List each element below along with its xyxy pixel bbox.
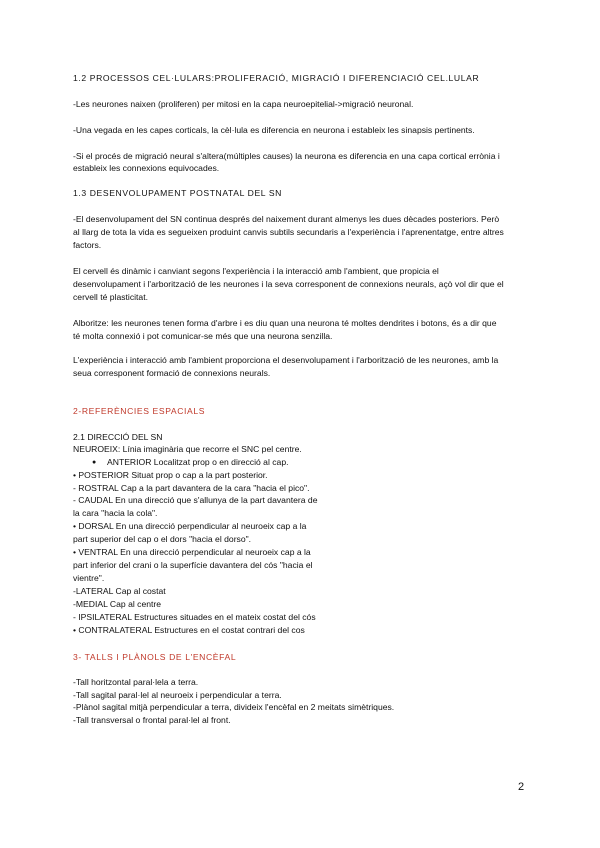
list-item: - CAUDAL En una direcció que s'allunya de la part davantera de [73, 495, 318, 505]
paragraph-line: estableix les connexions equivocades. [73, 163, 220, 173]
paragraph-line: El cervell és dinàmic i canviant segons l'experiència i la interacció amb l'ambient, que propicia el [73, 266, 439, 276]
list-line: NEUROEIX: Línia imaginària que recorre el SNC pel centre. [73, 444, 302, 454]
list-item-continuation: vientre". [73, 573, 105, 583]
paragraph-line: factors. [73, 240, 102, 250]
list-item: • DORSAL En una direcció perpendicular al neuroeix cap a la [73, 521, 307, 531]
section-2-1-heading: 2.1 DIRECCIÓ DEL SN [73, 432, 163, 442]
list-item: - IPSILATERAL Estructures situades en el mateix costat del cós [73, 612, 316, 622]
paragraph-line: té molta connexió i pot comunicar-se més que una neurona senzilla. [73, 331, 333, 341]
list-item-continuation: part inferior del crani o la superfície davantera del cós "hacia el [73, 560, 313, 570]
paragraph-line: desenvolupament i l'arborització de les neurones i la seva corresponent de connexions neurals, açò vol dir que el [73, 279, 504, 289]
list-item: -Plànol sagital mitjà perpendicular a terra, divideix l'encèfal en 2 meitats simètriques. [73, 702, 395, 712]
list-item: • POSTERIOR Situat prop o cap a la part posterior. [73, 470, 268, 480]
list-item: -LATERAL Cap al costat [73, 586, 166, 596]
page-number: 2 [518, 781, 525, 793]
list-item: ANTERIOR Localitzat prop o en direcció al cap. [107, 457, 289, 467]
paragraph-line: -Si el procés de migració neural s'altera(múltiples causes) la neurona es diferencia en una capa cortical errònia i [73, 151, 500, 161]
list-item: - ROSTRAL Cap a la part davantera de la cara "hacia el pico". [73, 483, 310, 493]
section-3-heading: 3- TALLS I PLÀNOLS DE L'ENCÈFAL [73, 652, 237, 662]
list-item: -Tall horitzontal paral·lela a terra. [73, 677, 199, 687]
list-item: -Tall transversal o frontal paral·lel al front. [73, 715, 231, 725]
paragraph-line: al llarg de tota la vida es segueixen produint canvis subtils secundaris a l'experiència i l'aprenentatge, entre altres [73, 227, 504, 237]
section-2-heading: 2-REFERÈNCIES ESPACIALS [73, 406, 206, 416]
list-item-continuation: la cara "hacia la cola". [73, 508, 158, 518]
list-item-continuation: part superior del cap o el dors "hacia el dorso". [73, 534, 252, 544]
paragraph: -Les neurones naixen (proliferen) per mitosi en la capa neuroepitelial->migració neuronal. [73, 99, 414, 109]
paragraph-line: seua corresponent formació de connexions neurals. [73, 368, 271, 378]
paragraph-line: cervell té plasticitat. [73, 292, 148, 302]
list-item: -Tall sagital paral·lel al neuroeix i perpendicular a terra. [73, 690, 282, 700]
paragraph-line: -El desenvolupament del SN continua després del naixement durant almenys les dues dècades posteriors. Però [73, 214, 500, 224]
paragraph: -Una vegada en les capes corticals, la cèl·lula es diferencia en neurona i estableix les sinapsis pertinents. [73, 125, 475, 135]
section-1-2-heading: 1.2 PROCESSOS CEL·LULARS:PROLIFERACIÓ, MIGRACIÓ I DIFERENCIACIÓ CEL.LULAR [73, 73, 480, 83]
section-1-3-heading: 1.3 DESENVOLUPAMENT POSTNATAL DEL SN [73, 188, 282, 198]
paragraph-line: Alboritze: les neurones tenen forma d'arbre i es diu quan una neurona té moltes dendrites i botons, és a dir que [73, 318, 497, 328]
list-item: • VENTRAL En una direcció perpendicular al neuroeix cap a la [73, 547, 311, 557]
list-item: • CONTRALATERAL Estructures en el costat contrari del cos [73, 625, 305, 635]
list-item: -MEDIAL Cap al centre [73, 599, 162, 609]
paragraph-line: L'experiència i interacció amb l'ambient proporciona el desenvolupament i l'arborització de les neurones, amb la [73, 355, 499, 365]
bullet-icon: ● [92, 459, 97, 466]
